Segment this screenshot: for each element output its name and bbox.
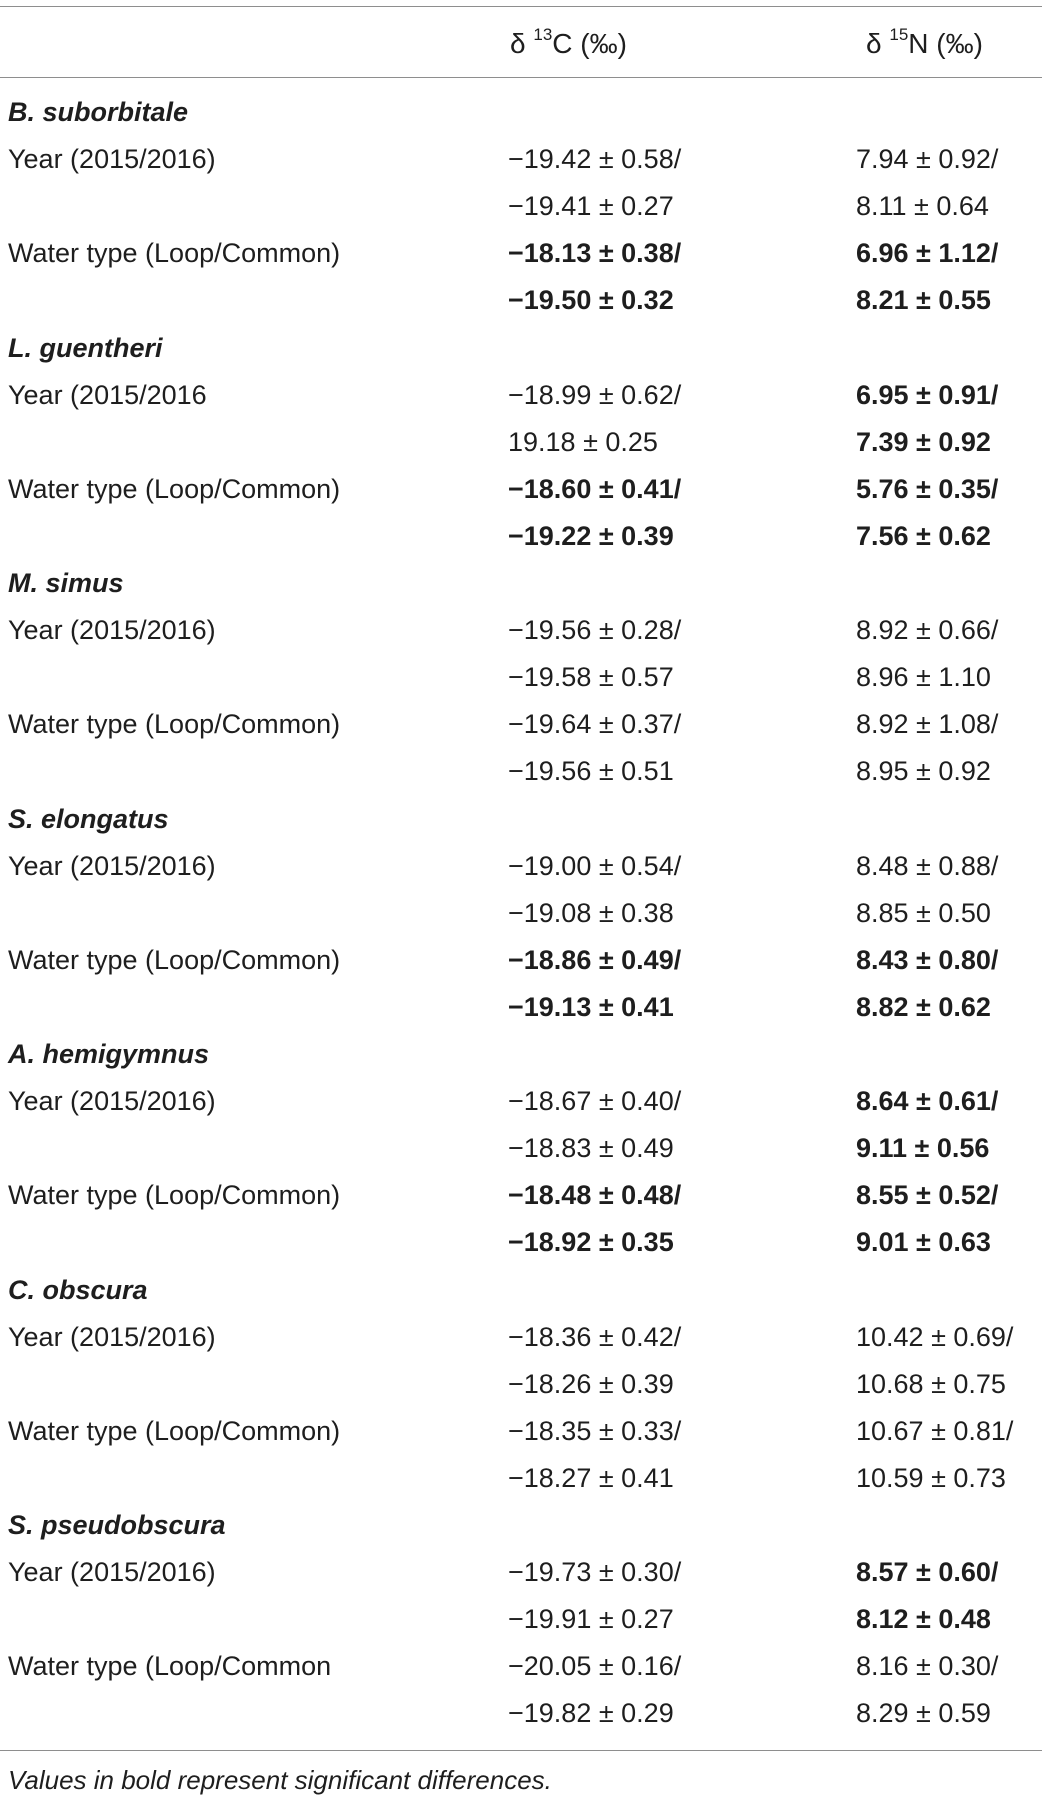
cell-c13: −19.22 ± 0.39 [508,520,674,551]
row-label: Water type (Loop/Common) [8,473,341,504]
cell-c13: −19.08 ± 0.38 [508,897,674,928]
cell-c13: −19.56 ± 0.51 [508,756,674,787]
cell-n15: 10.59 ± 0.73 [856,1462,1006,1493]
cell-c13: −19.00 ± 0.54/ [508,850,682,881]
table-row [0,466,1042,513]
row-label: Year (2015/2016) [8,1321,216,1352]
cell-n15: 6.96 ± 1.12/ [856,238,999,269]
table-row [0,1361,1042,1408]
species-row [0,89,1042,136]
cell-c13: 19.18 ± 0.25 [508,426,658,457]
cell-n15: 8.95 ± 0.92 [856,756,991,787]
cell-n15: 8.55 ± 0.52/ [856,1180,999,1211]
species-name: B. suborbitale [8,97,189,127]
cell-c13: −19.64 ± 0.37/ [508,709,682,740]
species-name: M. simus [8,568,124,598]
cell-c13: −18.92 ± 0.35 [508,1227,674,1258]
table-row [0,183,1042,230]
top-rule [0,6,1042,7]
species-row [0,1031,1042,1078]
cell-c13: −18.26 ± 0.39 [508,1368,674,1399]
cell-n15: 8.11 ± 0.64 [856,191,989,222]
species-row [0,796,1042,843]
cell-c13: −20.05 ± 0.16/ [508,1651,682,1682]
row-label: Year (2015/2016 [8,379,207,410]
table-row [0,136,1042,183]
cell-n15: 8.12 ± 0.48 [856,1604,991,1635]
table-row [0,230,1042,277]
table-row [0,654,1042,701]
cell-n15: 8.48 ± 0.88/ [856,850,999,881]
table-row [0,1549,1042,1596]
table-row [0,1078,1042,1125]
header-n15: δ $^{15}$N (‰) [866,25,983,59]
cell-c13: −18.27 ± 0.41 [508,1462,674,1493]
cell-n15: 8.57 ± 0.60/ [856,1557,999,1588]
row-label: Water type (Loop/Common [8,1651,332,1682]
table-row [0,984,1042,1031]
cell-c13: −19.42 ± 0.58/ [508,144,682,175]
cell-c13: −19.13 ± 0.41 [508,991,674,1022]
species-name: A. hemigymnus [8,1039,210,1069]
cell-n15: 8.64 ± 0.61/ [856,1086,999,1117]
row-label: Year (2015/2016) [8,1557,216,1588]
cell-n15: 8.29 ± 0.59 [856,1698,991,1729]
cell-c13: −18.86 ± 0.49/ [508,944,682,975]
cell-n15: 8.21 ± 0.55 [856,285,991,316]
cell-c13: −18.60 ± 0.41/ [508,473,682,504]
cell-c13: −18.36 ± 0.42/ [508,1321,682,1352]
table-row [0,607,1042,654]
table-row [0,748,1042,795]
cell-n15: 7.39 ± 0.92 [856,426,991,457]
table-row [0,1596,1042,1643]
cell-c13: −18.13 ± 0.38/ [508,238,682,269]
cell-c13: −19.58 ± 0.57 [508,662,674,693]
species-row [0,325,1042,372]
bottom-rule [0,1750,1042,1751]
header-row [0,20,1042,67]
cell-c13: −18.99 ± 0.62/ [508,379,682,410]
row-label: Water type (Loop/Common) [8,238,341,269]
header-rule [0,77,1042,78]
cell-n15: 8.16 ± 0.30/ [856,1651,999,1682]
species-name: C. obscura [8,1274,148,1305]
table-row [0,372,1042,419]
cell-n15: 9.01 ± 0.63 [856,1227,991,1258]
table-row [0,1690,1042,1737]
row-label: Water type (Loop/Common) [8,944,341,975]
cell-n15: 8.92 ± 1.08/ [856,709,999,740]
table-row [0,1219,1042,1266]
species-row [0,560,1042,607]
cell-n15: 7.56 ± 0.62 [856,520,991,551]
table-row [0,419,1042,466]
table-row [0,937,1042,984]
cell-n15: 10.67 ± 0.81/ [856,1415,1014,1446]
cell-n15: 8.85 ± 0.50 [856,897,991,928]
table-row [0,1643,1042,1690]
cell-c13: −18.67 ± 0.40/ [508,1086,682,1117]
table-row [0,1314,1042,1361]
cell-c13: −19.82 ± 0.29 [508,1698,674,1729]
cell-c13: −19.41 ± 0.27 [508,191,674,222]
table-row [0,1125,1042,1172]
table-row [0,843,1042,890]
species-name: S. pseudobscura [8,1510,226,1540]
species-name: L. guentheri [8,332,163,363]
row-label: Water type (Loop/Common) [8,709,341,740]
row-label: Year (2015/2016) [8,850,216,881]
row-label: Year (2015/2016) [8,144,216,175]
row-label: Year (2015/2016) [8,615,216,646]
cell-c13: −19.56 ± 0.28/ [508,615,682,646]
species-row [0,1502,1042,1549]
table-row [0,1455,1042,1502]
cell-n15: 8.92 ± 0.66/ [856,615,999,646]
cell-n15: 6.95 ± 0.91/ [856,379,999,410]
species-row [0,1267,1042,1314]
table-row [0,1408,1042,1455]
table-row [0,513,1042,560]
cell-c13: −18.83 ± 0.49 [508,1133,674,1164]
cell-n15: 5.76 ± 0.35/ [856,473,999,504]
cell-n15: 8.43 ± 0.80/ [856,944,999,975]
cell-c13: −19.91 ± 0.27 [508,1604,674,1635]
cell-n15: 9.11 ± 0.56 [856,1133,990,1164]
cell-c13: −19.73 ± 0.30/ [508,1557,682,1588]
cell-n15: 10.42 ± 0.69/ [856,1321,1014,1352]
cell-n15: 10.68 ± 0.75 [856,1368,1006,1399]
table-footnote: Values in bold represent significant differences. [8,1765,552,1795]
row-label: Year (2015/2016) [8,1086,216,1117]
header-c13: δ $^{13}$C (‰) [510,25,627,59]
cell-c13: −18.35 ± 0.33/ [508,1415,682,1446]
row-label: Water type (Loop/Common) [8,1180,341,1211]
cell-c13: −18.48 ± 0.48/ [508,1180,682,1211]
table-row [0,890,1042,937]
species-name: S. elongatus [8,803,169,834]
row-label: Water type (Loop/Common) [8,1415,341,1446]
cell-n15: 7.94 ± 0.92/ [856,144,999,175]
table-row [0,1172,1042,1219]
table-row [0,701,1042,748]
cell-n15: 8.96 ± 1.10 [856,662,991,693]
cell-n15: 8.82 ± 0.62 [856,991,991,1022]
table-row [0,277,1042,324]
cell-c13: −19.50 ± 0.32 [508,285,674,316]
